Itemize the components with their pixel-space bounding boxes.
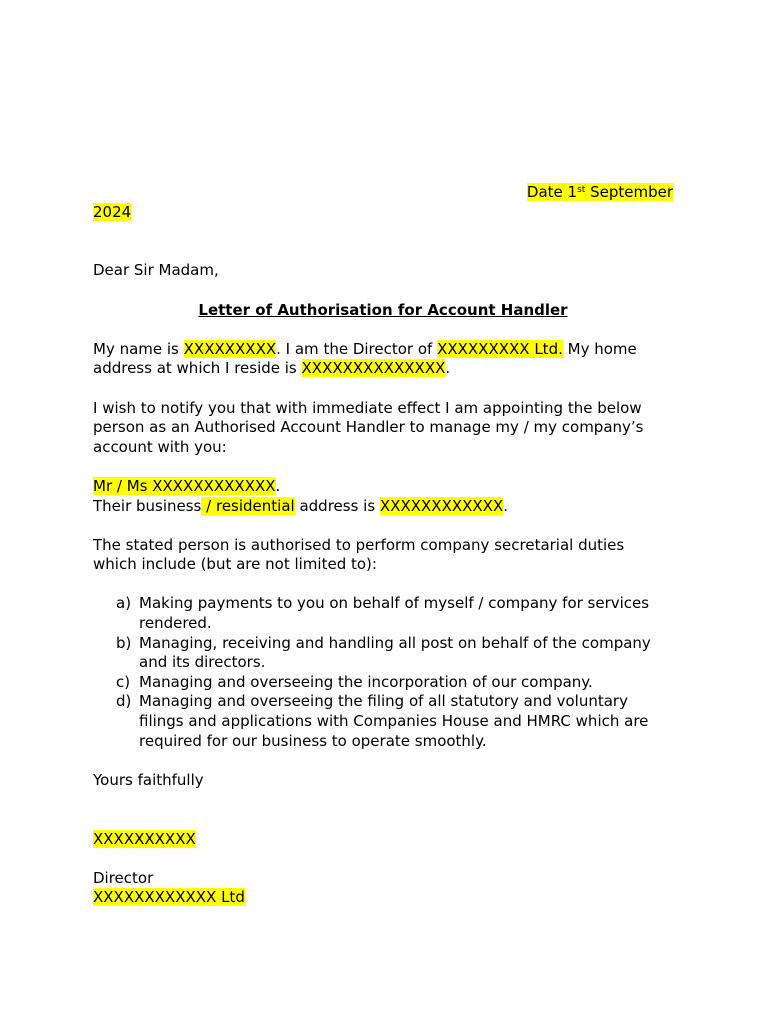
intro-text: My name is [93, 339, 184, 358]
spacer [93, 320, 673, 340]
list-item-text: Managing, receiving and handling all post on behalf of the company [139, 633, 651, 652]
placeholder-director-name: XXXXXXXXX [183, 339, 277, 358]
closing: Yours faithfully [93, 770, 204, 789]
list-item [93, 634, 673, 673]
spacer [93, 222, 673, 242]
handler-name-end: . [275, 476, 281, 495]
placeholder-address-type: / residential [201, 496, 295, 515]
list-item [93, 673, 673, 693]
intro-text: address at which I reside is [93, 359, 302, 378]
date-suffix: September [585, 183, 673, 201]
placeholder-signatory-company: XXXXXXXXXXXX Ltd [93, 888, 245, 907]
notify-line-2: person as an Authorised Account Handler to manage my / my company’s [93, 418, 644, 437]
handler-address-text: Their business [93, 496, 202, 515]
placeholder-company: XXXXXXXXX Ltd. [437, 339, 563, 358]
handler-address-end: . [503, 496, 509, 515]
spacer [93, 575, 673, 595]
intro-text: . [445, 359, 451, 378]
list-item [93, 692, 673, 751]
date-highlight [527, 183, 673, 201]
placeholder-handler-address: XXXXXXXXXXXX [379, 496, 504, 515]
letter-title: Letter of Authorisation for Account Handler [198, 300, 568, 319]
date-superscript: st [577, 185, 586, 195]
date-line [93, 183, 673, 203]
handler-address-line [93, 497, 673, 517]
letter-body [93, 183, 673, 908]
list-item-text: Managing and overseeing the filing of all statutory and voluntary [139, 692, 628, 711]
spacer [93, 849, 673, 869]
duties-intro-line-2: which include (but are not limited to): [93, 555, 377, 574]
list-marker: d) [116, 692, 132, 711]
list-item-text: required for our business to operate smoothly. [139, 731, 487, 750]
duties-list [93, 594, 673, 751]
list-item-text: Managing and overseeing the incorporation of our company. [139, 672, 593, 691]
signature-name-line [93, 830, 673, 850]
date-prefix: Date 1 [526, 183, 578, 201]
intro-text: My home [562, 339, 637, 358]
placeholder-signature-name: XXXXXXXXXX [93, 829, 196, 848]
spacer [93, 379, 673, 399]
signatory-company-line [93, 888, 673, 908]
handler-address-text: address is [294, 496, 380, 515]
date-year-line [93, 203, 673, 223]
list-marker: b) [116, 633, 132, 652]
spacer [93, 281, 673, 301]
list-marker: c) [116, 672, 131, 691]
salutation: Dear Sir Madam, [93, 261, 219, 280]
notify-line-3: account with you: [93, 437, 227, 456]
duties-intro-line-1: The stated person is authorised to perform company secretarial duties [93, 535, 625, 554]
spacer [93, 516, 673, 536]
list-item-text: filings and applications with Companies House and HMRC which are [139, 712, 649, 731]
placeholder-home-address: XXXXXXXXXXXXXX [301, 359, 446, 378]
date-year: 2024 [93, 202, 132, 221]
intro-line-1 [93, 340, 673, 360]
placeholder-handler-name: Mr / Ms XXXXXXXXXXXX [93, 476, 276, 495]
spacer [93, 457, 673, 477]
intro-line-2 [93, 359, 673, 379]
list-item-text: rendered. [139, 614, 212, 633]
spacer [93, 242, 673, 262]
intro-text: . I am the Director of [276, 339, 438, 358]
notify-line-1: I wish to notify you that with immediate effect I am appointing the below [93, 398, 642, 417]
list-item-text: Making payments to you on behalf of myself / company for services [139, 594, 650, 613]
handler-name-line [93, 477, 673, 497]
signatory-role: Director [93, 868, 154, 887]
spacer [93, 790, 673, 810]
list-item-text: and its directors. [139, 653, 266, 672]
list-item [93, 594, 673, 633]
list-marker: a) [116, 594, 132, 613]
spacer [93, 810, 673, 830]
spacer [93, 751, 673, 771]
